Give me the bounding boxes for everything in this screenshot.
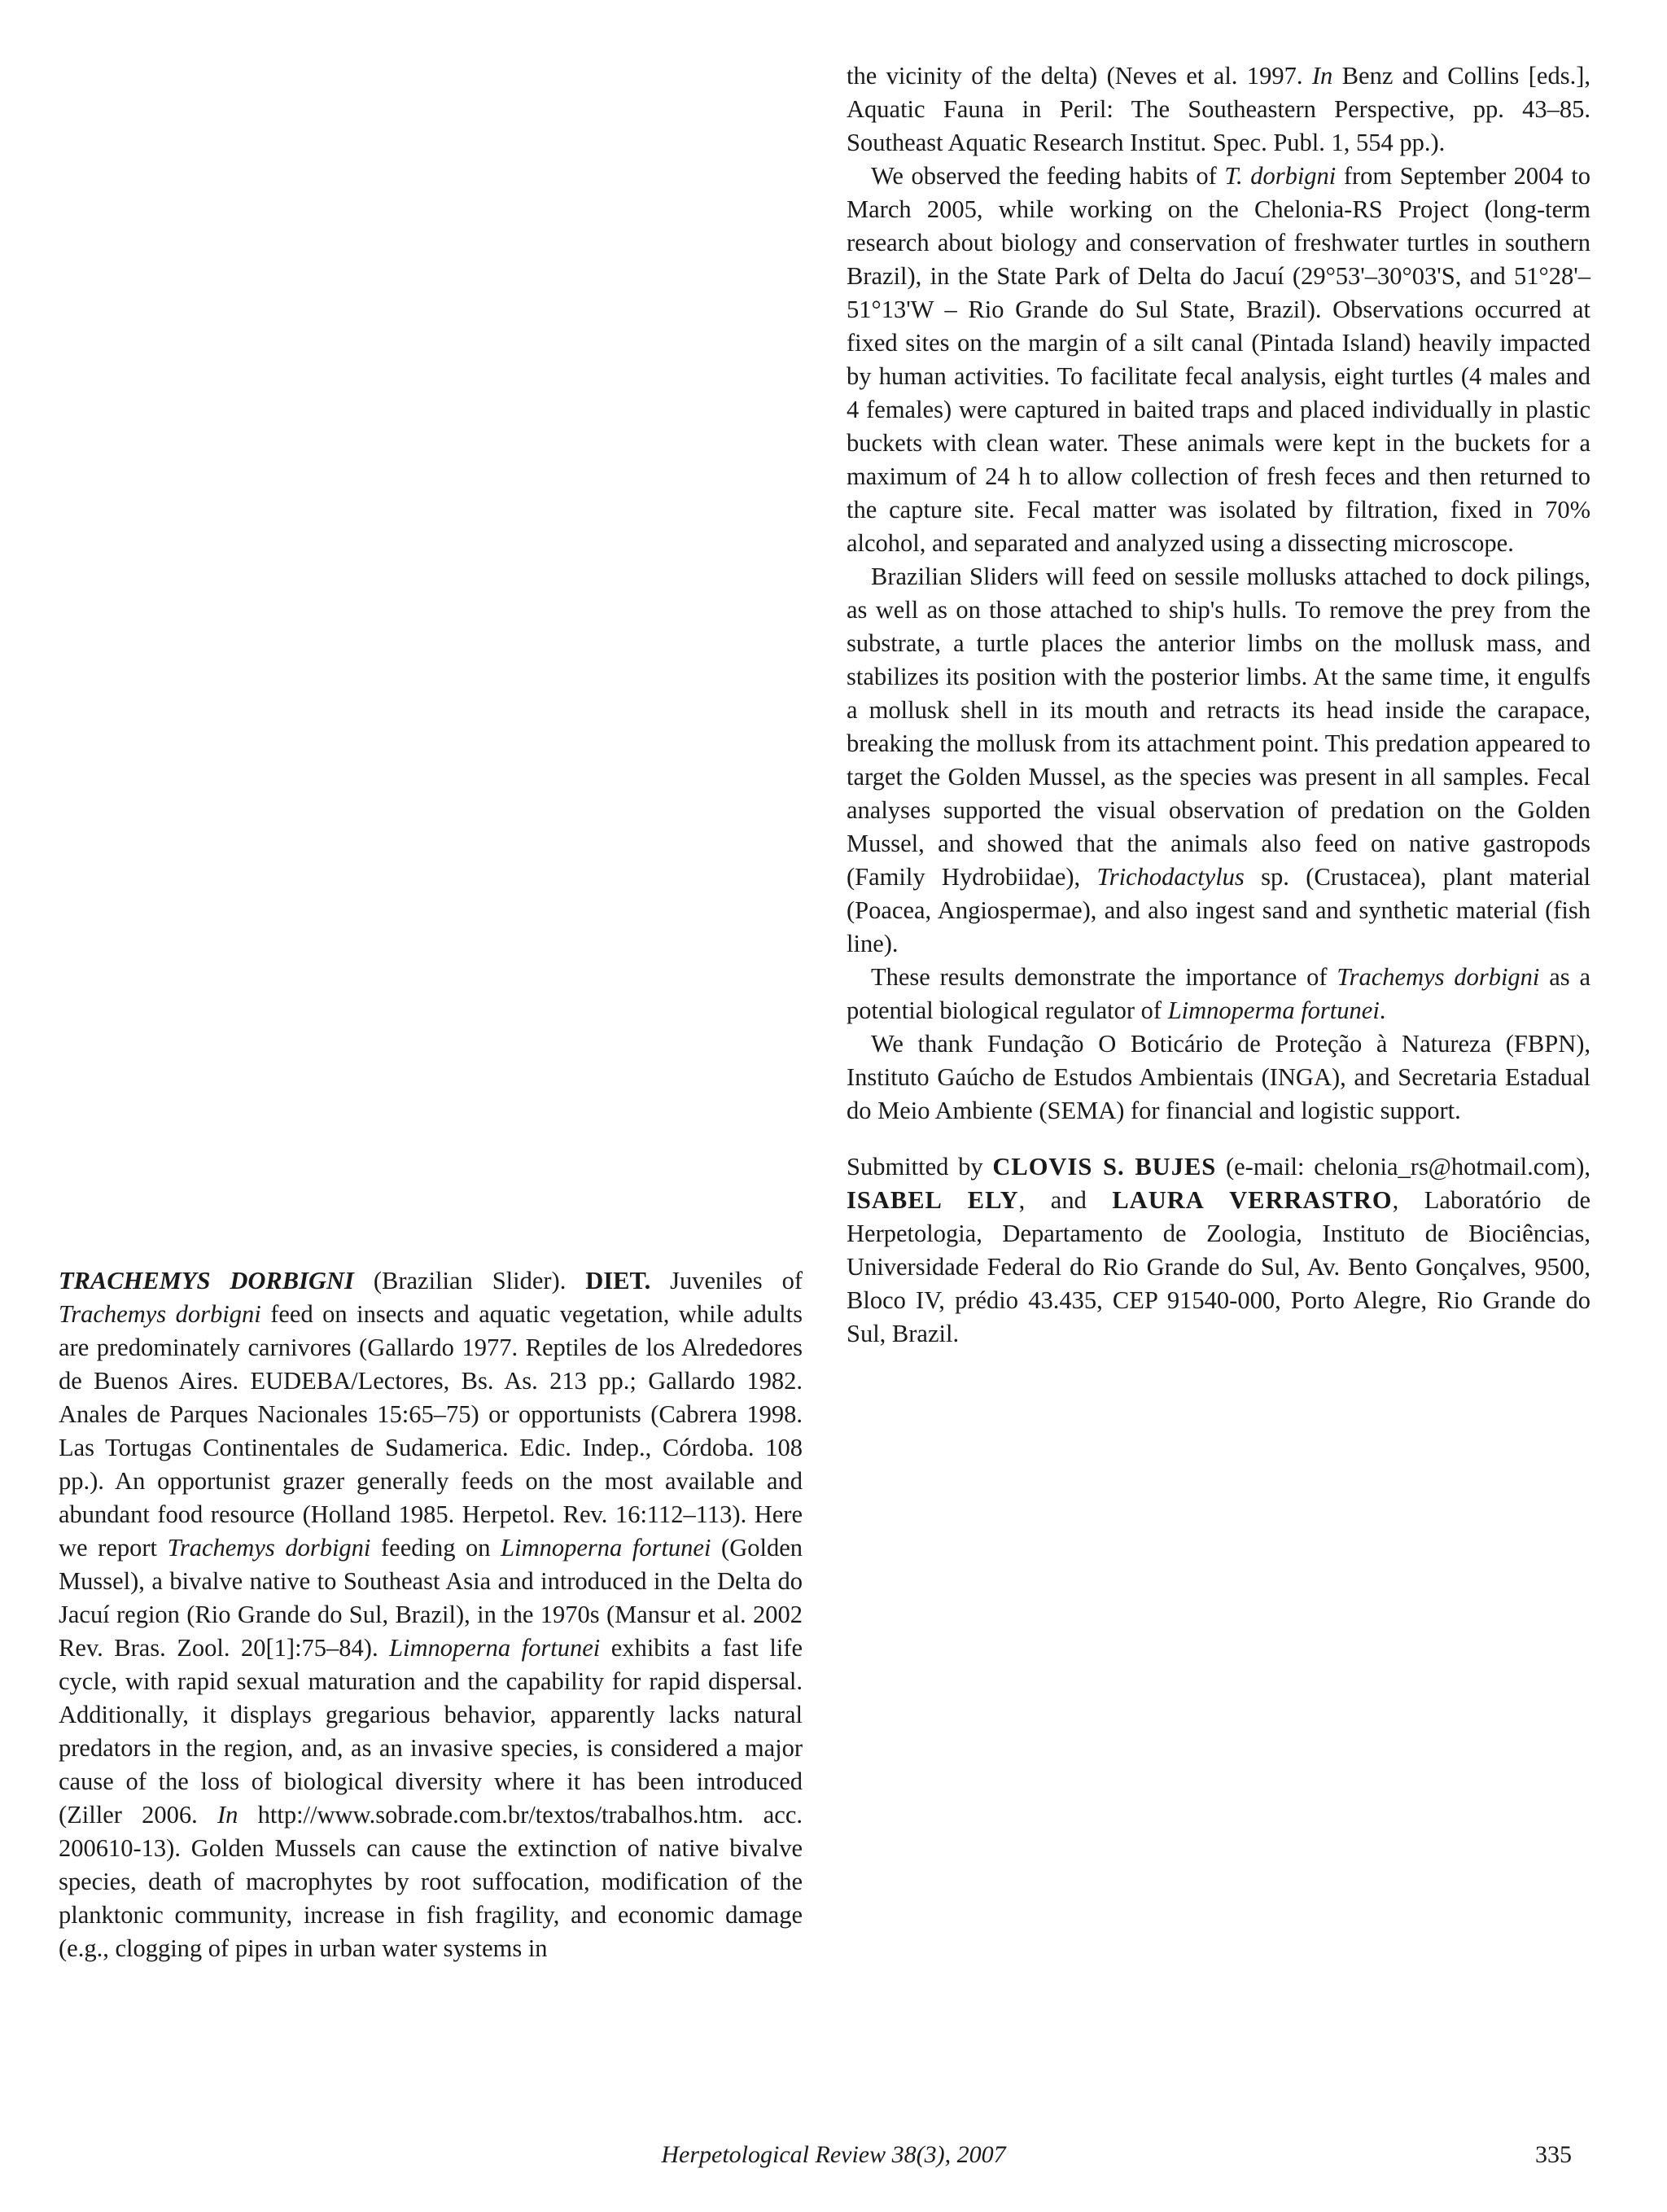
left-column [59,1264,803,1965]
submitted-by: Submitted by CLOVIS S. BUJES (e-mail: chelonia_rs@hotmail.com), ISABEL ELY, and LAURA VERRASTRO, Laboratório de Herpetologia, Departamento de Zoologia, Instituto de Biociências, Universidade Federal do Rio Grande do Sul, Av. Bento Gonçalves, 9500, Bloco IV, prédio 43.435, CEP 91540-000, Porto Alegre, Rio Grande do Sul, Brazil. [847,1153,1590,1347]
page-number: 335 [1535,2141,1572,2168]
paragraph-observations: Brazilian Sliders will feed on sessile mollusks attached to dock pilings, as well as on those attached to ship's hulls. To remove the prey from the substrate, a turtle places the anterior limbs on the mollusk mass, and stabilizes its position with the posterior limbs. At the same time, it engulfs a mollusk shell in its mouth and retracts its head inside the carapace, breaking the mollusk from its attachment point. This predation appeared to target the Golden Mussel, as the species was present in all samples. Fecal analyses supported the visual observation of predation on the Golden Mussel, and showed that the animals also feed on native gastropods (Family Hydrobiidae), Trichodactylus sp. (Crustacea), plant material (Poacea, Angiospermae), and also ingest sand and synthetic material (fish line). [847,563,1590,957]
paragraph-continuation: the vicinity of the delta) (Neves et al. 1997. In Benz and Collins [eds.], Aquatic Fauna in Peril: The Southeastern Perspective, pp. 43–85. Southeast Aquatic Research Institut. Spec. Publ. 1, 554 pp.). [847,62,1590,156]
paragraph-conclusion: These results demonstrate the importance of Trachemys dorbigni as a potential biological regulator of Limnoperma fortunei. [847,963,1591,1024]
journal-footer: Herpetological Review 38(3), 2007 [661,2141,1006,2168]
author-name: LAURA VERRASTRO [1112,1186,1393,1214]
paragraph-acknowledgments: We thank Fundação O Boticário de Proteção à Natureza (FBPN), Instituto Gaúcho de Estudos Ambientais (INGA), and Secretaria Estadual do Meio Ambiente (SEMA) for financial and logistic support. [847,1030,1590,1124]
note-opening-paragraph: TRACHEMYS DORBIGNI (Brazilian Slider). DIET. Juveniles of Trachemys dorbigni feed on insects and aquatic vegetation, while adults are predominately carnivores (Gallardo 1977. Reptiles de los Alrededores de Buenos Aires. EUDEBA/Lectores, Bs. As. 213 pp.; Gallardo 1982. Anales de Parques Nacionales 15:65–75) or opportunists (Cabrera 1998. Las Tortugas Continentales de Sudamerica. Edic. Indep., Córdoba. 108 pp.). An opportunist grazer generally feeds on the most available and abundant food resource (Holland 1985. Herpetol. Rev. 16:112–113). Here we report Trachemys dorbigni feeding on Limnoperna fortunei (Golden Mussel), a bivalve native to Southeast Asia and introduced in the Delta do Jacuí region (Rio Grande do Sul, Brazil), in the 1970s (Mansur et al. 2002 Rev. Bras. Zool. 20[1]:75–84). Limnoperna fortunei exhibits a fast life cycle, with rapid sexual maturation and the capability for rapid dispersal. Additionally, it displays gregarious behavior, apparently lacks natural predators in the region, and, as an invasive species, is considered a major cause of the loss of biological diversity where it has been introduced (Ziller 2006. In http://www.sobrade.com.br/textos/trabalhos.htm. acc. 200610-13). Golden Mussels can cause the extinction of native bivalve species, death of macrophytes by root suffocation, modification of the planktonic community, increase in fish fragility, and economic damage (e.g., clogging of pipes in urban water systems in [59,1267,803,1962]
paragraph-methods: We observed the feeding habits of T. dorbigni from September 2004 to March 2005, while working on the Chelonia-RS Project (long-term research about biology and conservation of freshwater turtles in southern Brazil), in the State Park of Delta do Jacuí (29°53'–30°03'S, and 51°28'–51°13'W – Rio Grande do Sul State, Brazil). Observations occurred at fixed sites on the margin of a silt canal (Pintada Island) heavily impacted by human activities. To facilitate fecal analysis, eight turtles (4 males and 4 females) were captured in baited traps and placed individually in plastic buckets with clean water. These animals were kept in the buckets for a maximum of 24 h to allow collection of fresh feces and then returned to the capture site. Fecal matter was isolated by filtration, fixed in 70% alcohol, and separated and analyzed using a dissecting microscope. [847,162,1590,557]
right-column [847,59,1590,1351]
species-heading: TRACHEMYS DORBIGNI [59,1267,354,1294]
topic-heading: DIET. [585,1267,651,1294]
author-name: CLOVIS S. BUJES [992,1153,1217,1180]
author-name: ISABEL ELY [847,1186,1019,1214]
